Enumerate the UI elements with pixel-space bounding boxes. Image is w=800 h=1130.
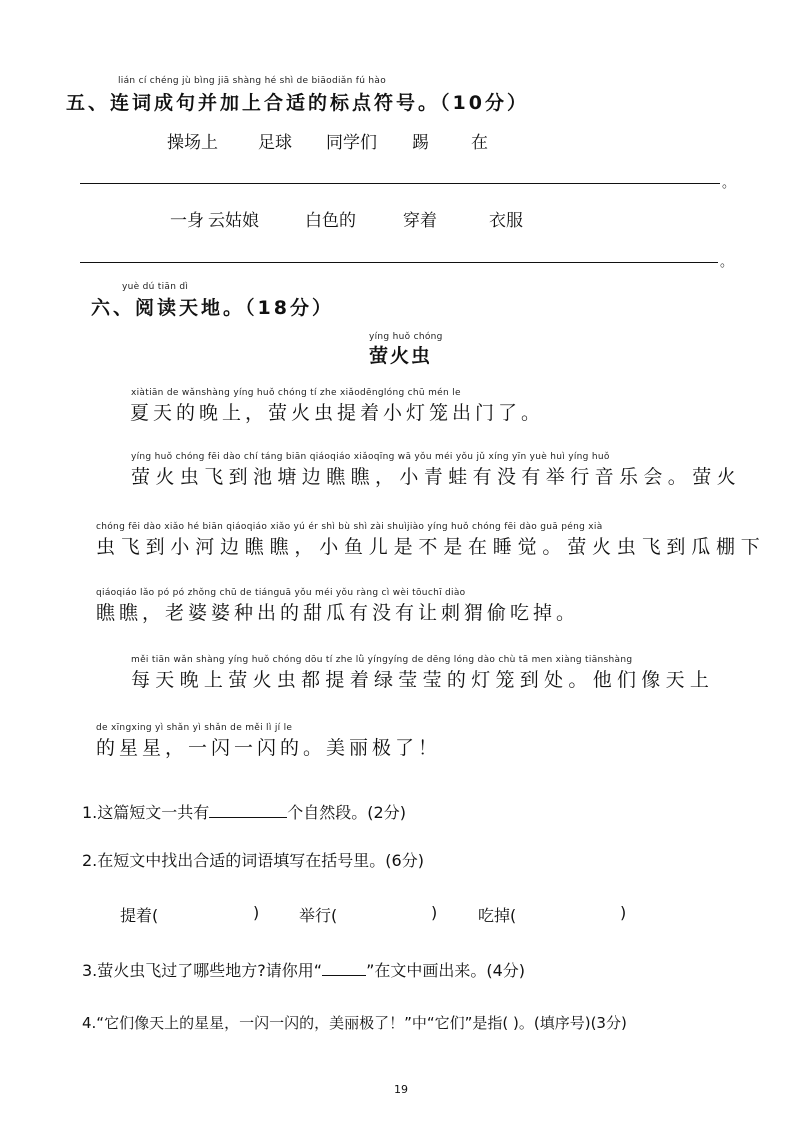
question-2: 2.在短文中找出合适的词语填写在括号里。(6分) (82, 851, 424, 870)
story-title: 萤火虫 (369, 345, 433, 367)
passage-line: 瞧瞧，老婆婆种出的甜瓜有没有让刺猬偷吃掉。 (96, 602, 580, 624)
word-card: 足球 (258, 133, 292, 153)
passage-line: 夏天的晚上，萤火虫提着小灯笼出门了。 (130, 402, 545, 424)
question-3 (82, 958, 525, 981)
passage-line-pinyin: xiàtiān de wǎnshàng yíng huǒ chóng tí zhe xiǎodēnglóng chū mén le (131, 388, 461, 398)
passage-line-pinyin: yíng huǒ chóng fēi dào chí táng biān qiáoqiáo xiǎoqīng wā yǒu méi yǒu jǔ xíng yīn yuè huì yíng huǒ (131, 452, 610, 462)
story-title-pinyin: yíng huǒ chóng (369, 332, 443, 342)
answer-paren-close: ) (620, 903, 627, 922)
question-4: 4.“它们像天上的星星，一闪一闪的，美丽极了！”中“它们”是指( )。(填序号)(3分) (82, 1014, 627, 1032)
question-1 (82, 800, 406, 823)
passage-line-pinyin: de xīngxing yì shǎn yì shǎn de měi lì jí le (96, 723, 293, 733)
answer-line-2-period: 。 (720, 255, 734, 270)
answer-line-1-period: 。 (722, 176, 736, 191)
passage-line: 虫飞到小河边瞧瞧，小鱼儿是不是在睡觉。萤火虫飞到瓜棚下 (96, 536, 766, 558)
question-1-text: 1.这篇短文一共有 (82, 803, 210, 822)
passage-line-pinyin: měi tiān wǎn shàng yíng huǒ chóng dōu tí zhe lǜ yíngyíng de dēng lóng dào chù tā men xiàng tiānshàng (131, 655, 633, 665)
question-3-suffix: ”在文中画出来。(4分) (366, 961, 526, 980)
answer-paren-open[interactable]: 举行( (299, 906, 338, 925)
passage-line: 的星星，一闪一闪的。美丽极了！ (96, 737, 442, 759)
page-number: 19 (394, 1083, 408, 1096)
question-1-blank[interactable] (209, 817, 287, 818)
word-card: 云姑娘 (208, 211, 259, 231)
passage-line-pinyin: qiáoqiáo lǎo pó pó zhǒng chū de tiánguā yǒu méi yǒu ràng cì wèi tōuchī diào (96, 588, 466, 598)
passage-line: 每天晚上萤火虫都提着绿莹莹的灯笼到处。他们像天上 (131, 669, 715, 691)
answer-paren-close: ) (253, 903, 260, 922)
word-card: 同学们 (326, 133, 377, 153)
passage-line-pinyin: chóng fēi dào xiǎo hé biān qiáoqiáo xiǎo yú ér shì bù shì zài shuìjiào yíng huǒ chóng fēi dào guā péng xià (96, 522, 603, 532)
answer-paren-open[interactable]: 提着( (120, 906, 159, 925)
word-card: 白色的 (305, 211, 356, 231)
section6-heading: 六、阅读天地。（18分） (91, 297, 334, 319)
word-card: 一身 (170, 211, 204, 231)
passage-line: 萤火虫飞到池塘边瞧瞧，小青蛙有没有举行音乐会。萤火 (131, 466, 742, 488)
word-card: 在 (471, 133, 488, 153)
word-card: 踢 (412, 133, 429, 153)
answer-paren-open[interactable]: 吃掉( (478, 906, 517, 925)
answer-paren-close: ) (431, 903, 438, 922)
question-3-underline-sample (322, 975, 366, 976)
word-card: 穿着 (403, 211, 437, 231)
section5-pinyin: lián cí chéng jù bìng jiā shàng hé shì de biāodiǎn fú hào (118, 76, 387, 86)
answer-line-1[interactable] (80, 183, 720, 184)
word-card: 衣服 (489, 211, 523, 231)
section6-pinyin: yuè dú tiān dì (122, 282, 189, 292)
word-card: 操场上 (167, 133, 218, 153)
section5-heading: 五、连词成句并加上合适的标点符号。（10分） (66, 92, 529, 114)
question-3-text: 3.萤火虫飞过了哪些地方?请你用“ (82, 961, 323, 980)
question-1-suffix: 个自然段。(2分) (287, 803, 406, 822)
answer-line-2[interactable] (80, 262, 718, 263)
